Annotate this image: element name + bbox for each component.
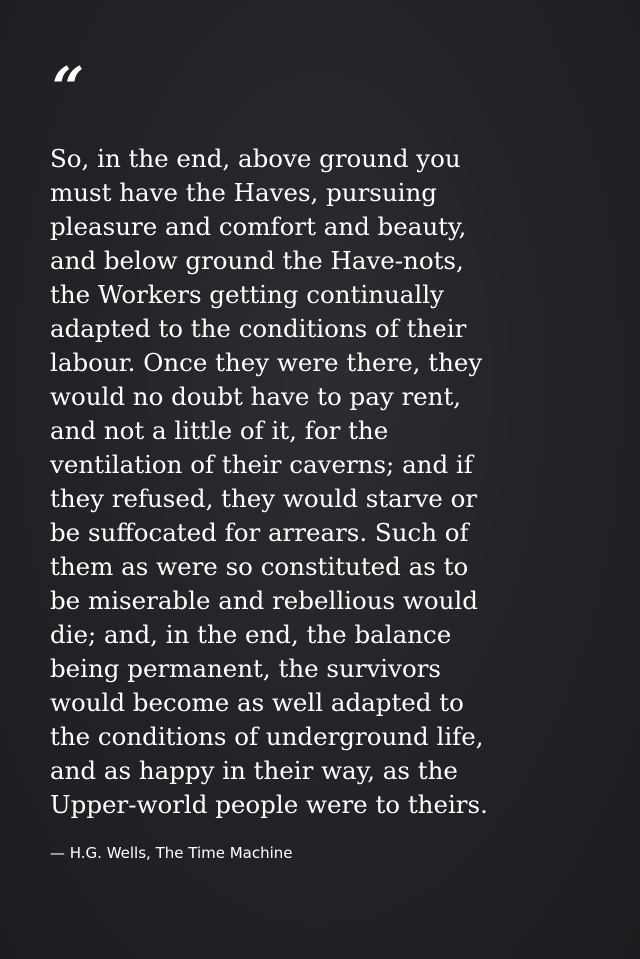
quote-attribution: — H.G. Wells, The Time Machine [50, 844, 293, 862]
quotation-mark-icon: “ [52, 55, 85, 121]
quote-text: So, in the end, above ground you must have the Haves, pursuing pleasure and comfort and beauty, and below ground the Have-nots, the Workers getting continually adapted to the conditions of their labour. Once they were there, they would no doubt have to pay rent, and not a little of it, for the ventilation of their caverns; and if they refused, they would starve or be suffocated for arrears. Such of them as were so constituted as to be miserable and rebellious would die; and, in the end, the balance being permanent, the survivors would become as well adapted to the conditions of underground life, and as happy in their way, as the Upper-world people were to theirs. [50, 144, 488, 819]
